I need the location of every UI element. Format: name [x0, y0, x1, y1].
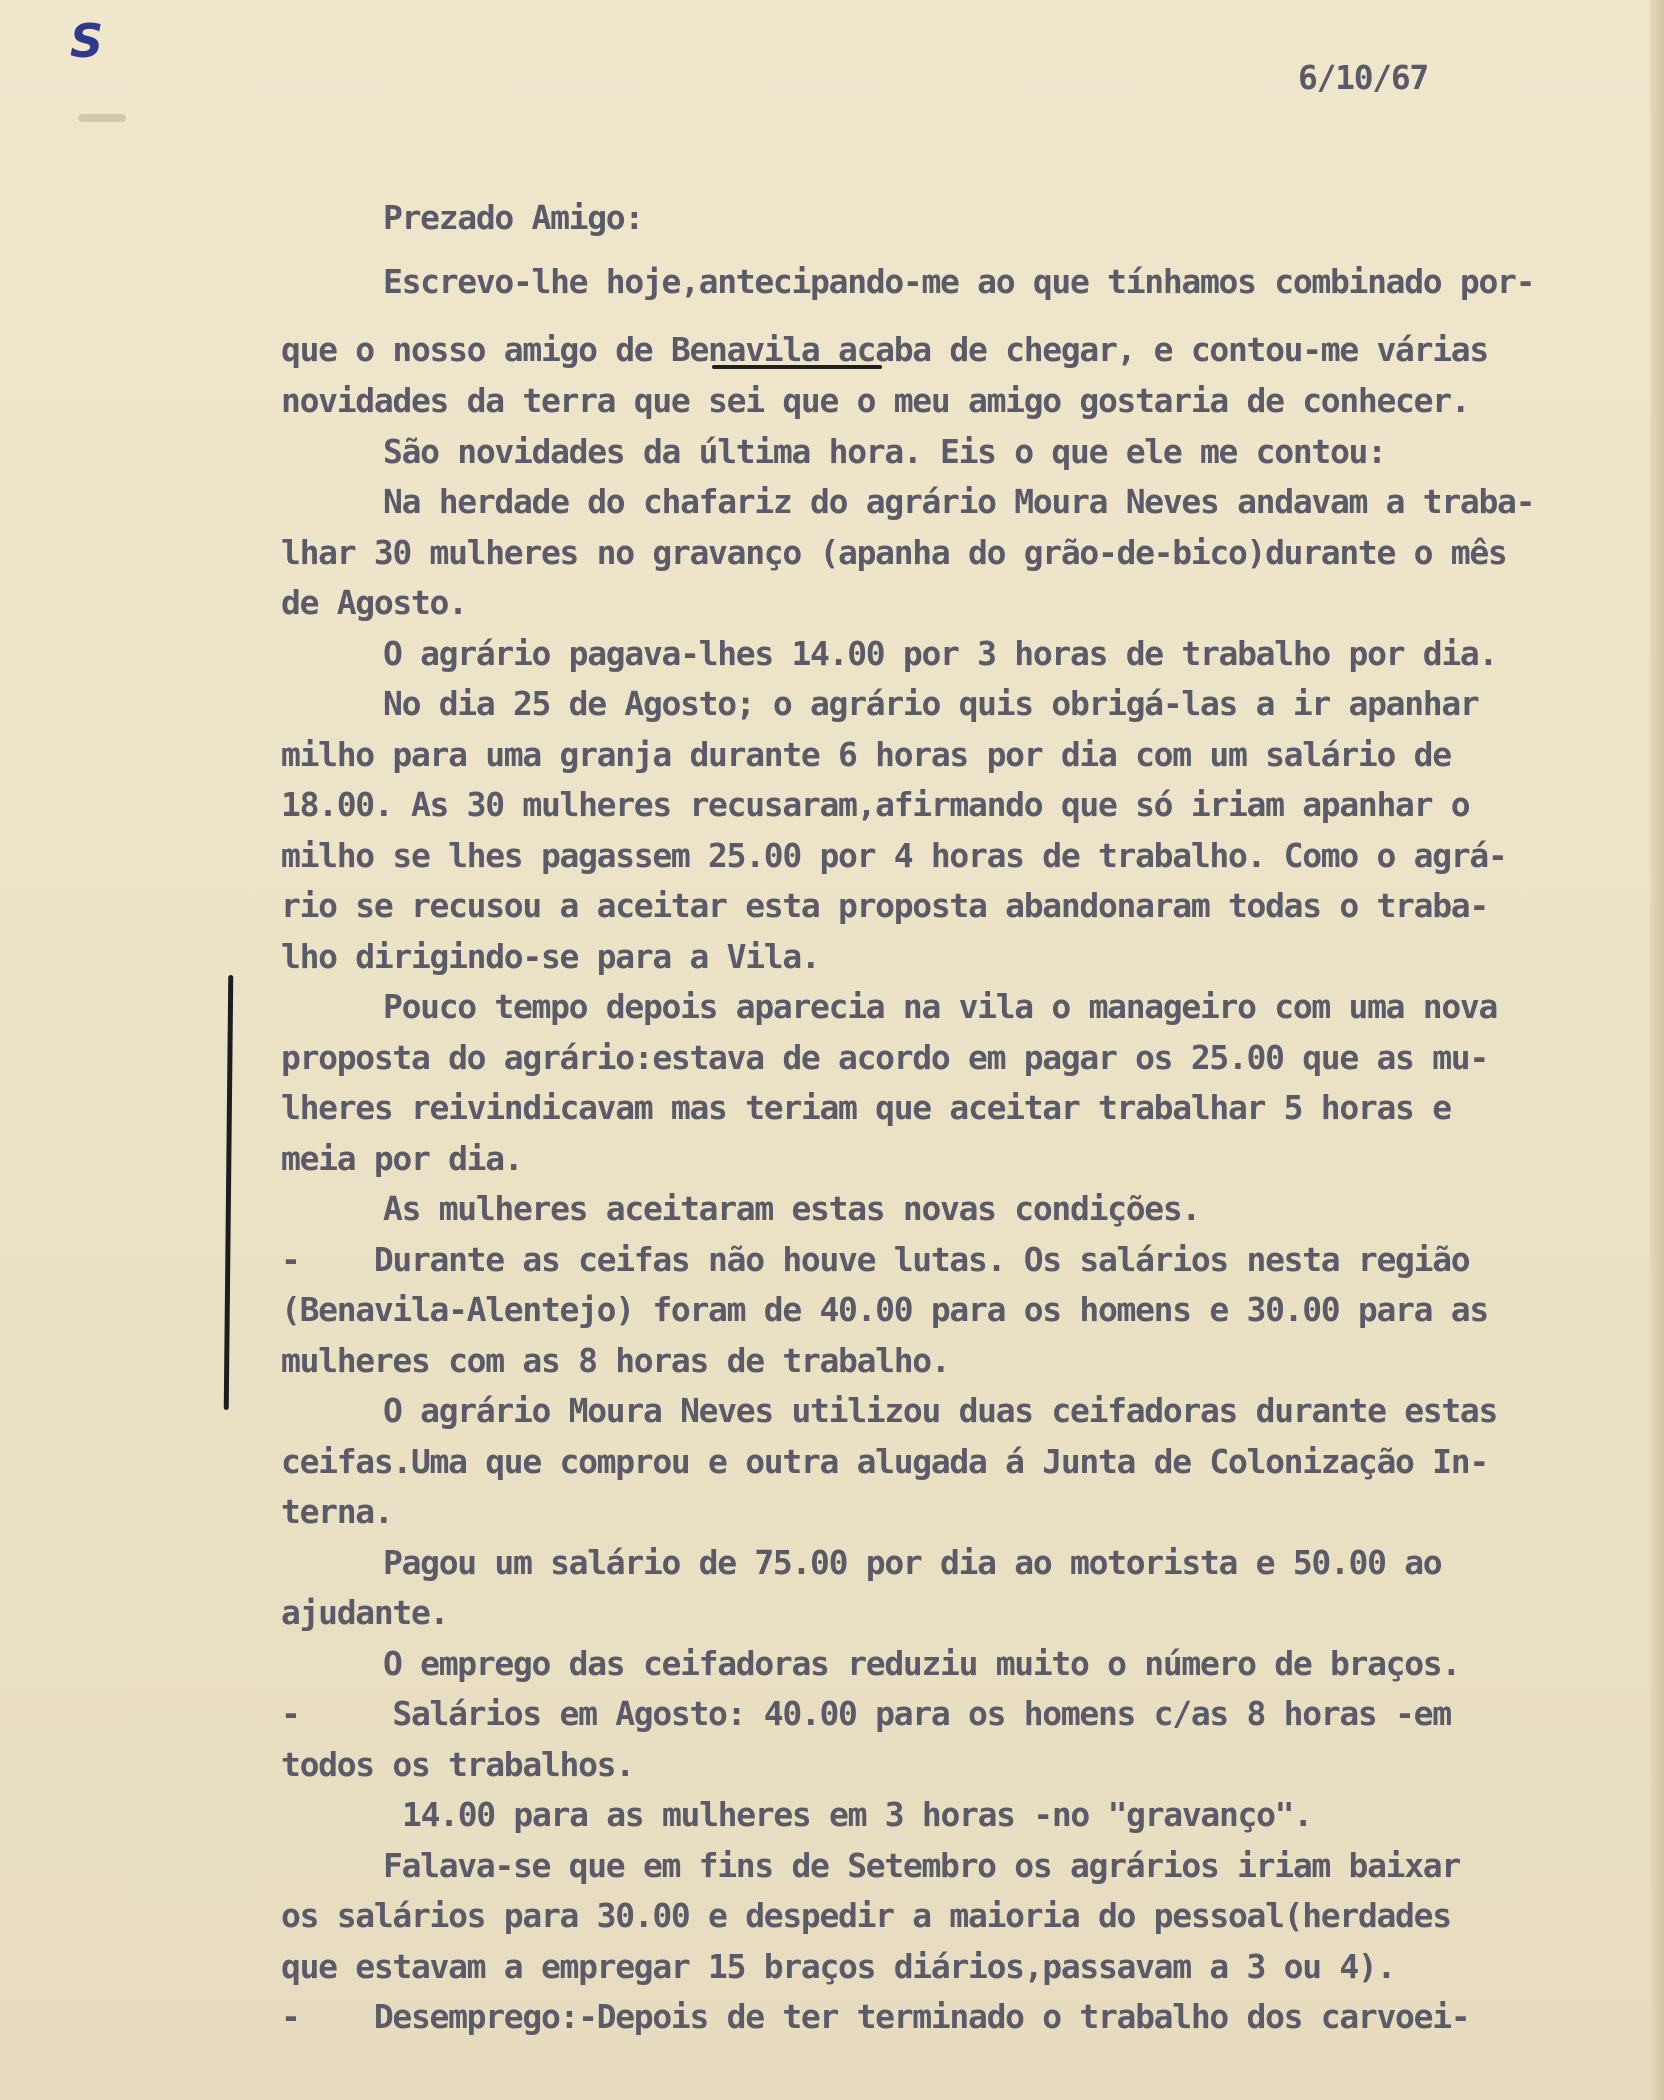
- letter-line: Prezado Amigo:: [383, 198, 643, 237]
- letter-line: - Desemprego:-Depois de ter terminado o trabalho dos carvoei-: [281, 1997, 1470, 2036]
- letter-line: todos os trabalhos.: [281, 1745, 634, 1784]
- letter-line: - Durante as ceifas não houve lutas. Os salários nesta região: [281, 1240, 1470, 1279]
- letter-line: os salários para 30.00 e despedir a maioria do pessoal(herdades: [281, 1896, 1451, 1935]
- letter-line: 18.00. As 30 mulheres recusaram,afirmando que só iriam apanhar o: [281, 785, 1470, 824]
- letter-line: ajudante.: [281, 1593, 449, 1632]
- letter-line: lhar 30 mulheres no gravanço (apanha do grão-de-bico)durante o mês: [281, 533, 1507, 572]
- letter-line: São novidades da última hora. Eis o que ele me contou:: [383, 432, 1386, 471]
- ink-smudge: [78, 114, 126, 122]
- letter-line: O emprego das ceifadoras reduziu muito o número de braços.: [383, 1644, 1460, 1683]
- letter-line: O agrário Moura Neves utilizou duas ceifadoras durante estas: [383, 1391, 1498, 1430]
- letter-line: Na herdade do chafariz do agrário Moura Neves andavam a traba-: [383, 482, 1535, 521]
- letter-line: Pouco tempo depois aparecia na vila o manageiro com uma nova: [383, 987, 1498, 1026]
- letter-line: O agrário pagava-lhes 14.00 por 3 horas de trabalho por dia.: [383, 634, 1498, 673]
- letter-line: No dia 25 de Agosto; o agrário quis obrigá-las a ir apanhar: [383, 684, 1479, 723]
- letter-line: meia por dia.: [281, 1139, 523, 1178]
- letter-line: Pagou um salário de 75.00 por dia ao motorista e 50.00 ao: [383, 1543, 1442, 1582]
- letter-line: milho se lhes pagassem 25.00 por 4 horas de trabalho. Como o agrá-: [281, 836, 1507, 875]
- letter-line: novidades da terra que sei que o meu amigo gostaria de conhecer.: [281, 381, 1470, 420]
- letter-line: As mulheres aceitaram estas novas condições.: [383, 1189, 1200, 1228]
- letter-line: rio se recusou a aceitar esta proposta abandonaram todas o traba-: [281, 886, 1488, 925]
- letter-line: que o nosso amigo de Benavila acaba de chegar, e contou-me várias: [281, 330, 1488, 369]
- handwritten-margin-line: [224, 975, 234, 1410]
- letter-line: que estavam a empregar 15 braços diários,passavam a 3 ou 4).: [281, 1947, 1396, 1986]
- letter-line: 14.00 para as mulheres em 3 horas -no "gravanço".: [402, 1795, 1312, 1834]
- letter-line: proposta do agrário:estava de acordo em pagar os 25.00 que as mu-: [281, 1038, 1488, 1077]
- letter-line: (Benavila-Alentejo) foram de 40.00 para os homens e 30.00 para as: [281, 1290, 1488, 1329]
- letter-line: milho para uma granja durante 6 horas por dia com um salário de: [281, 735, 1451, 774]
- letter-line: lheres reivindicavam mas teriam que aceitar trabalhar 5 horas e: [281, 1088, 1451, 1127]
- letter-line: Escrevo-lhe hoje,antecipando-me ao que tínhamos combinado por-: [383, 262, 1535, 301]
- letter-line: ceifas.Uma que comprou e outra alugada á Junta de Colonização In-: [281, 1442, 1488, 1481]
- letter-date: 6/10/67: [1298, 58, 1428, 97]
- paper-edge: [1650, 0, 1664, 2100]
- letter-line: terna.: [281, 1492, 393, 1531]
- letter-line: de Agosto.: [281, 583, 467, 622]
- letter-line: Falava-se que em fins de Setembro os agrários iriam baixar: [383, 1846, 1460, 1885]
- letter-line: lho dirigindo-se para a Vila.: [281, 937, 820, 976]
- letter-line: - Salários em Agosto: 40.00 para os homens c/as 8 horas -em: [281, 1694, 1451, 1733]
- corner-annotation: S: [70, 14, 104, 68]
- letter-line: mulheres com as 8 horas de trabalho.: [281, 1341, 950, 1380]
